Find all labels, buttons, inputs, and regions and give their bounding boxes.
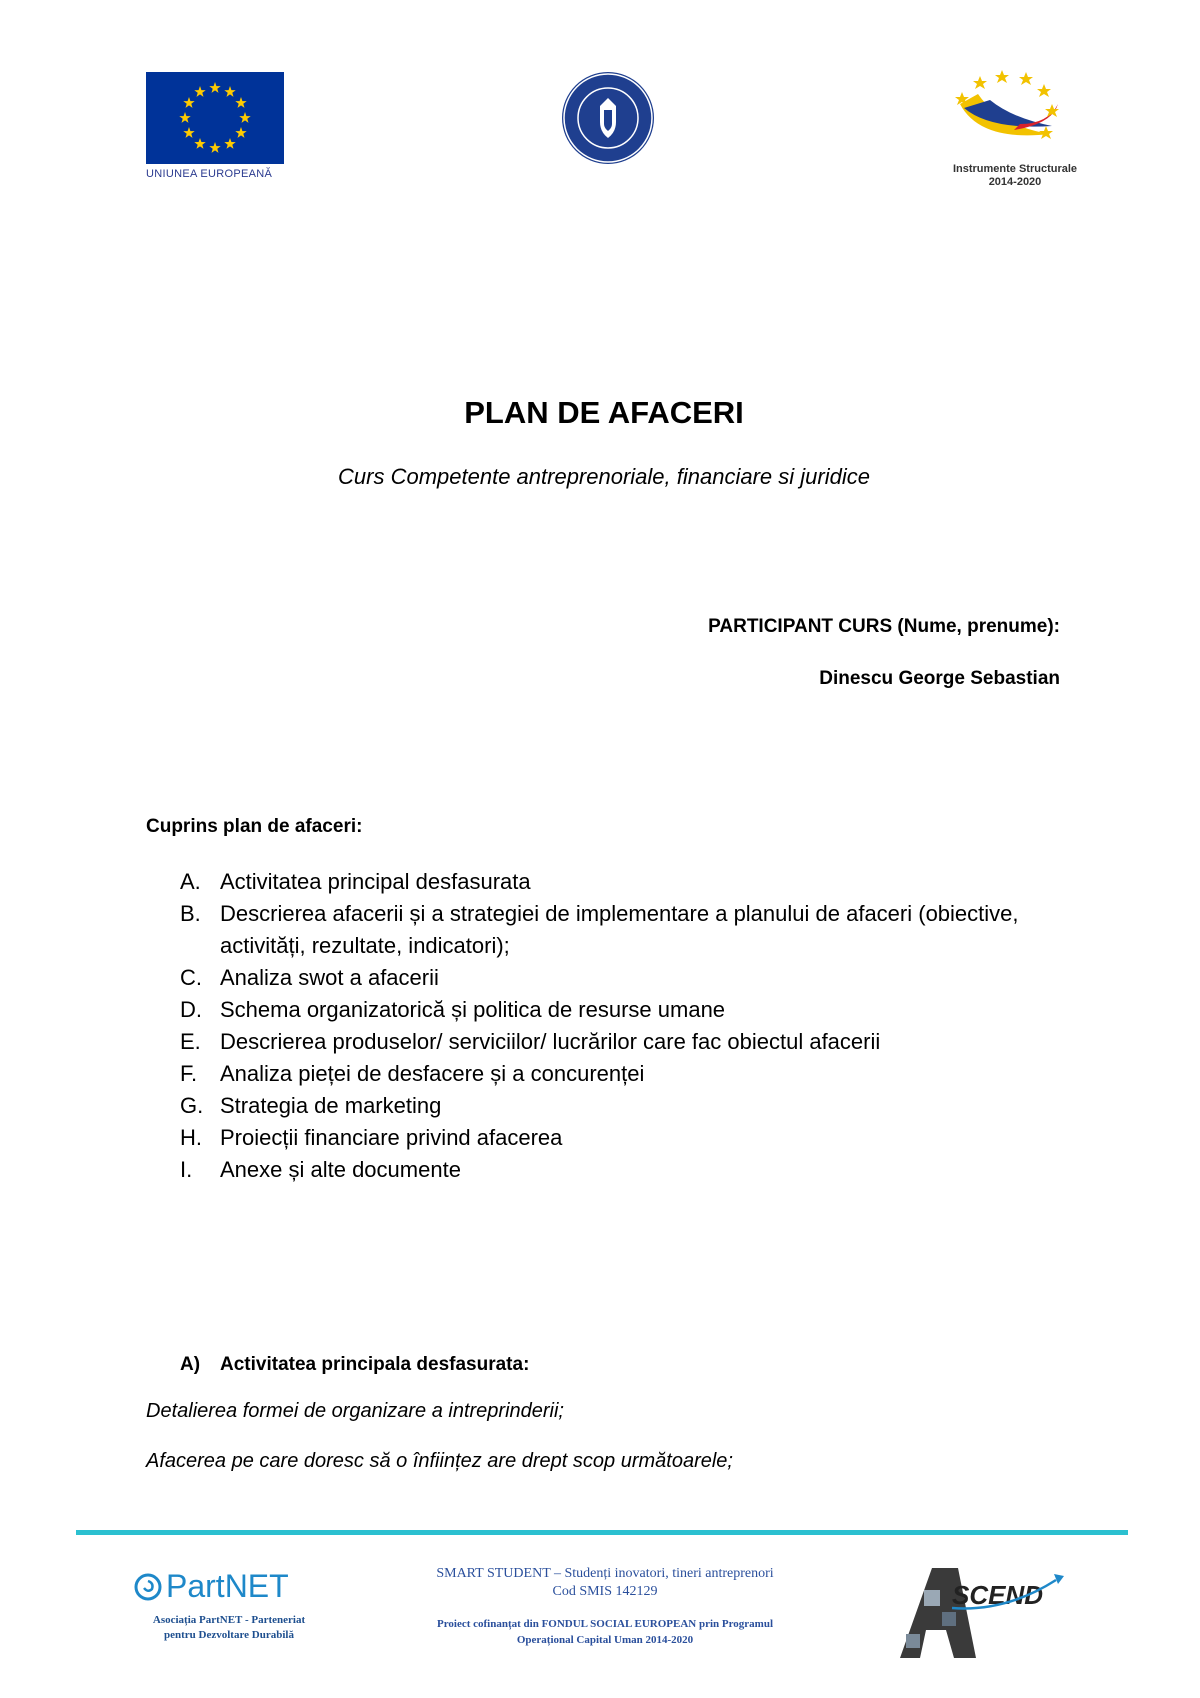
partnet-name: PartNET	[166, 1568, 289, 1604]
eu-star-icon	[209, 142, 220, 153]
detail-line-organizare: Detalierea formei de organizare a intreprinderii;	[146, 1400, 564, 1422]
instrumente-structurale-icon	[940, 64, 1090, 154]
eu-flag-icon	[146, 72, 284, 164]
eu-caption: UNIUNEA EUROPEANĂ	[146, 168, 273, 180]
detail-line-scop: Afacerea pe care doresc să o înființez are drept scop următoarele;	[146, 1450, 733, 1472]
eu-star-icon	[224, 138, 235, 149]
ascend-logo-icon	[896, 1560, 1076, 1660]
list-item: B. Descrierea afacerii și a strategiei de implementare a planului de afaceri (obiective, activități, rezultate, indicatori);	[180, 901, 1019, 958]
partnet-swirl-icon	[134, 1573, 162, 1601]
eu-star-icon	[194, 86, 205, 97]
project-info	[380, 1566, 830, 1648]
contents-heading: Cuprins plan de afaceri:	[146, 816, 363, 837]
eu-star-icon	[183, 97, 194, 108]
instrumente-structurale-logo	[940, 64, 1090, 189]
eu-star-icon	[235, 127, 246, 138]
ascend-logo-text: SCEND	[952, 1580, 1044, 1610]
contents-list	[180, 866, 1060, 1186]
partnet-logo	[134, 1568, 324, 1643]
list-item: A. Activitatea principal desfasurata	[180, 869, 531, 894]
project-title: SMART STUDENT – Studenți inovatori, tineri antreprenori	[436, 1566, 774, 1581]
section-a-heading: A) Activitatea principala desfasurata:	[180, 1354, 530, 1375]
participant-name: Dinescu George Sebastian	[819, 668, 1060, 689]
eu-star-icon	[209, 82, 220, 93]
document-subtitle: Curs Competente antreprenoriale, financiare si juridice	[338, 464, 870, 489]
instrumente-structurale-caption: Instrumente Structurale 2014-2020	[952, 163, 1078, 188]
list-item: C. Analiza swot a afacerii	[180, 965, 439, 990]
eu-star-icon	[179, 112, 190, 123]
list-item: H. Proiecții financiare privind afacerea	[180, 1125, 563, 1150]
eu-logo	[146, 72, 286, 180]
list-item: D. Schema organizatorică și politica de resurse umane	[180, 997, 726, 1022]
eu-star-icon	[224, 86, 235, 97]
eu-star-icon	[239, 112, 250, 123]
eu-star-icon	[183, 127, 194, 138]
list-item: I. Anexe și alte documente	[180, 1157, 461, 1182]
eu-star-icon	[235, 97, 246, 108]
list-item: F. Analiza pieței de desfacere și a concurenței	[180, 1061, 645, 1086]
eu-star-icon	[194, 138, 205, 149]
government-seal-icon	[560, 70, 656, 166]
participant-label: PARTICIPANT CURS (Nume, prenume):	[708, 616, 1060, 637]
document-title: PLAN DE AFACERI	[464, 395, 744, 430]
list-item: G. Strategia de marketing	[180, 1093, 442, 1118]
footer-divider	[76, 1530, 1128, 1535]
list-item: E. Descrierea produselor/ serviciilor/ lucrărilor care fac obiectul afacerii	[180, 1029, 881, 1054]
project-code: Cod SMIS 142129	[552, 1584, 658, 1599]
partnet-caption: Asociația PartNET - Parteneriat pentru Dezvoltare Durabilă	[152, 1614, 306, 1641]
project-funding: Proiect cofinanțat din FONDUL SOCIAL EUROPEAN prin Programul Operațional Capital Uman 2014-2020	[436, 1618, 774, 1646]
ascend-logo	[896, 1560, 1076, 1660]
